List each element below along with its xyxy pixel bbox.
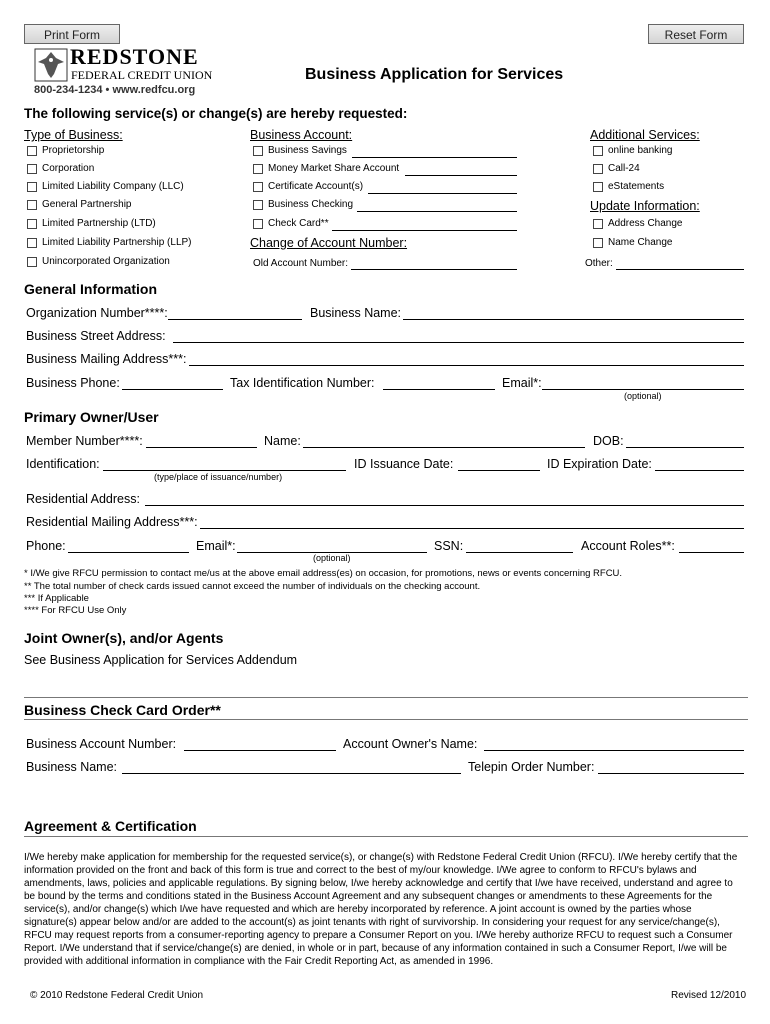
checkbox-unincorporated[interactable]	[27, 257, 37, 267]
cc-business-name-label: Business Name:	[26, 760, 118, 774]
update-label: Address Change	[608, 218, 683, 229]
street-field[interactable]	[173, 342, 744, 343]
type-place-note: (type/place of issuance/number)	[154, 472, 283, 482]
agreement-text: I/We hereby make application for membership for the requested service(s), or change(s) with Redstone Federal Credit Union (RFCU). I/We hereby certify that the information provided on the front and back of this form is true and correct to the best of my/our knowledge. I/We agree to conform to RFCU's bylaws and amendments, laws, policies and applicable regulations. By signing below, I/we hereby acknowledge and certify that I/we have received, understand and agree to be bound by the terms and conditions stated in the Business Account Agreement and any subsequent changes or amendments to these Agreements for the service(s), and/or change(s) which I/we have requested and which are hereby incorporated by reference. A joint account is owned by the parties whose signature(s) appear below and/or are added to the account(s) as joint tenants with right of survivorship. In considering your request for any service/change(s), RFCU may request reports from a consumer-reporting agency to prepare a Consumer Report on you. I/We hereby authorize RFCU to request such a Consumer Report. I/We understand that if service/change(s) are denied, in whole or in part, because of any information contained in such a Consumer Report, I/we will be provided with additional information in compliance with the Fair Credit Reporting Act, as amended in 1996.	[24, 852, 738, 967]
service-label: eStatements	[608, 181, 665, 192]
business-phone-field[interactable]	[122, 389, 223, 390]
checkbox-proprietorship[interactable]	[27, 146, 37, 156]
checking-field[interactable]	[357, 211, 517, 212]
update-info-header: Update Information:	[590, 199, 700, 213]
service-label: online banking	[608, 145, 673, 156]
checkbox-online-banking[interactable]	[593, 146, 603, 156]
joint-owners-text: See Business Application for Services Addendum	[24, 653, 298, 667]
residential-field[interactable]	[145, 505, 744, 506]
divider	[24, 719, 748, 720]
res-mailing-field[interactable]	[200, 528, 744, 529]
member-number-field[interactable]	[146, 447, 257, 448]
mailing-field[interactable]	[189, 365, 744, 366]
type-label: Limited Liability Partnership (LLP)	[42, 237, 192, 248]
optional-note: (optional)	[624, 391, 662, 401]
business-name-label: Business Name:	[310, 306, 402, 320]
checkbox-ltd[interactable]	[27, 219, 37, 229]
account-roles-field[interactable]	[679, 552, 744, 553]
telepin-field[interactable]	[598, 773, 744, 774]
footnote: ** The total number of check cards issued cannot exceed the number of individuals on the checking account.	[24, 581, 481, 592]
business-phone-label: Business Phone:	[26, 376, 120, 390]
business-email-field[interactable]	[542, 389, 744, 390]
other-field[interactable]	[616, 269, 744, 270]
eagle-seal-icon	[34, 48, 68, 82]
checkbox-business-savings[interactable]	[253, 146, 263, 156]
type-label: Corporation	[42, 163, 95, 174]
type-of-business-header: Type of Business:	[24, 128, 123, 142]
checkbox-call-24[interactable]	[593, 164, 603, 174]
joint-owners-header: Joint Owner(s), and/or Agents	[24, 630, 224, 646]
other-label: Other:	[585, 258, 613, 269]
checkbox-money-market[interactable]	[253, 164, 263, 174]
type-label: Proprietorship	[42, 145, 105, 156]
old-account-label: Old Account Number:	[253, 258, 349, 269]
account-label: Business Savings	[268, 145, 347, 156]
page-title: Business Application for Services	[305, 66, 564, 83]
agreement-header: Agreement & Certification	[24, 818, 197, 834]
change-account-header: Change of Account Number:	[250, 236, 408, 250]
type-label: Limited Liability Company (LLC)	[42, 181, 184, 192]
tax-id-field[interactable]	[383, 389, 495, 390]
telepin-label: Telepin Order Number:	[468, 760, 595, 774]
footnote: **** For RFCU Use Only	[24, 605, 127, 616]
member-number-label: Member Number****:	[26, 434, 143, 448]
owner-email-label: Email*:	[196, 539, 236, 553]
org-number-label: Organization Number****:	[26, 306, 168, 320]
update-label: Name Change	[608, 237, 673, 248]
optional-note: (optional)	[313, 553, 351, 563]
footnote: *** If Applicable	[24, 593, 89, 604]
checkbox-name-change[interactable]	[593, 238, 603, 248]
service-label: Call-24	[608, 163, 640, 174]
owner-name-field[interactable]	[303, 447, 585, 448]
cc-account-number-field[interactable]	[184, 750, 336, 751]
ssn-field[interactable]	[466, 552, 573, 553]
type-label: General Partnership	[42, 199, 132, 210]
checkbox-llp[interactable]	[27, 238, 37, 248]
id-expiration-field[interactable]	[655, 470, 744, 471]
street-label: Business Street Address:	[26, 329, 166, 343]
account-label: Check Card**	[268, 218, 329, 229]
general-info-header: General Information	[24, 281, 158, 297]
copyright: © 2010 Redstone Federal Credit Union	[30, 990, 204, 1001]
divider	[24, 697, 748, 698]
org-number-field[interactable]	[168, 319, 302, 320]
business-name-field[interactable]	[403, 319, 744, 320]
checkbox-general-partnership[interactable]	[27, 200, 37, 210]
intro-heading: The following service(s) or change(s) are hereby requested:	[24, 106, 408, 121]
account-label: Business Checking	[268, 199, 354, 210]
owner-name-label: Name:	[264, 434, 301, 448]
savings-field[interactable]	[352, 157, 517, 158]
type-label: Limited Partnership (LTD)	[42, 218, 156, 229]
tax-id-label: Tax Identification Number:	[230, 376, 375, 390]
reset-form-button[interactable]: Reset Form	[648, 24, 744, 44]
cc-account-number-label: Business Account Number:	[26, 737, 177, 751]
check-card-field[interactable]	[332, 230, 517, 231]
cc-owner-name-label: Account Owner's Name:	[343, 737, 478, 751]
divider	[24, 836, 748, 837]
money-market-field[interactable]	[405, 175, 517, 176]
account-roles-label: Account Roles**:	[581, 539, 675, 553]
id-issuance-label: ID Issuance Date:	[354, 457, 454, 471]
check-card-header: Business Check Card Order**	[24, 702, 221, 718]
checkbox-llc[interactable]	[27, 182, 37, 192]
account-label: Money Market Share Account	[268, 163, 400, 174]
mailing-label: Business Mailing Address***:	[26, 352, 187, 366]
checkbox-business-checking[interactable]	[253, 200, 263, 210]
primary-owner-header: Primary Owner/User	[24, 409, 159, 425]
old-account-field[interactable]	[351, 269, 517, 270]
logo-contact: 800-234-1234 • www.redfcu.org	[34, 84, 196, 96]
id-issuance-field[interactable]	[458, 470, 540, 471]
ssn-label: SSN:	[434, 539, 464, 553]
account-label: Certificate Account(s)	[268, 181, 364, 192]
dob-label: DOB:	[593, 434, 624, 448]
res-mailing-label: Residential Mailing Address***:	[26, 515, 198, 529]
residential-label: Residential Address:	[26, 492, 140, 506]
footnote: * I/We give RFCU permission to contact me/us at the above email address(es) on occasion, for promotions, news or events concerning RFCU.	[24, 568, 623, 579]
id-expiration-label: ID Expiration Date:	[547, 457, 652, 471]
print-form-button[interactable]: Print Form	[24, 24, 120, 44]
logo	[34, 46, 214, 96]
checkbox-address-change[interactable]	[593, 219, 603, 229]
checkbox-corporation[interactable]	[27, 164, 37, 174]
dob-field[interactable]	[626, 447, 744, 448]
logo-subname: FEDERAL CREDIT UNION	[71, 68, 213, 82]
checkbox-estatements[interactable]	[593, 182, 603, 192]
logo-name: REDSTONE	[70, 44, 199, 69]
checkbox-certificate[interactable]	[253, 182, 263, 192]
revision-date: Revised 12/2010	[671, 990, 747, 1001]
identification-field[interactable]	[103, 470, 346, 471]
identification-label: Identification:	[26, 457, 100, 471]
phone-field[interactable]	[68, 552, 189, 553]
phone-label: Phone:	[26, 539, 66, 553]
checkbox-check-card[interactable]	[253, 219, 263, 229]
type-label: Unincorporated Organization	[42, 256, 170, 267]
additional-services-header: Additional Services:	[590, 128, 700, 142]
cc-owner-name-field[interactable]	[484, 750, 744, 751]
certificate-field[interactable]	[368, 193, 517, 194]
business-email-label: Email*:	[502, 376, 542, 390]
cc-business-name-field[interactable]	[122, 773, 461, 774]
business-account-header: Business Account:	[250, 128, 353, 142]
